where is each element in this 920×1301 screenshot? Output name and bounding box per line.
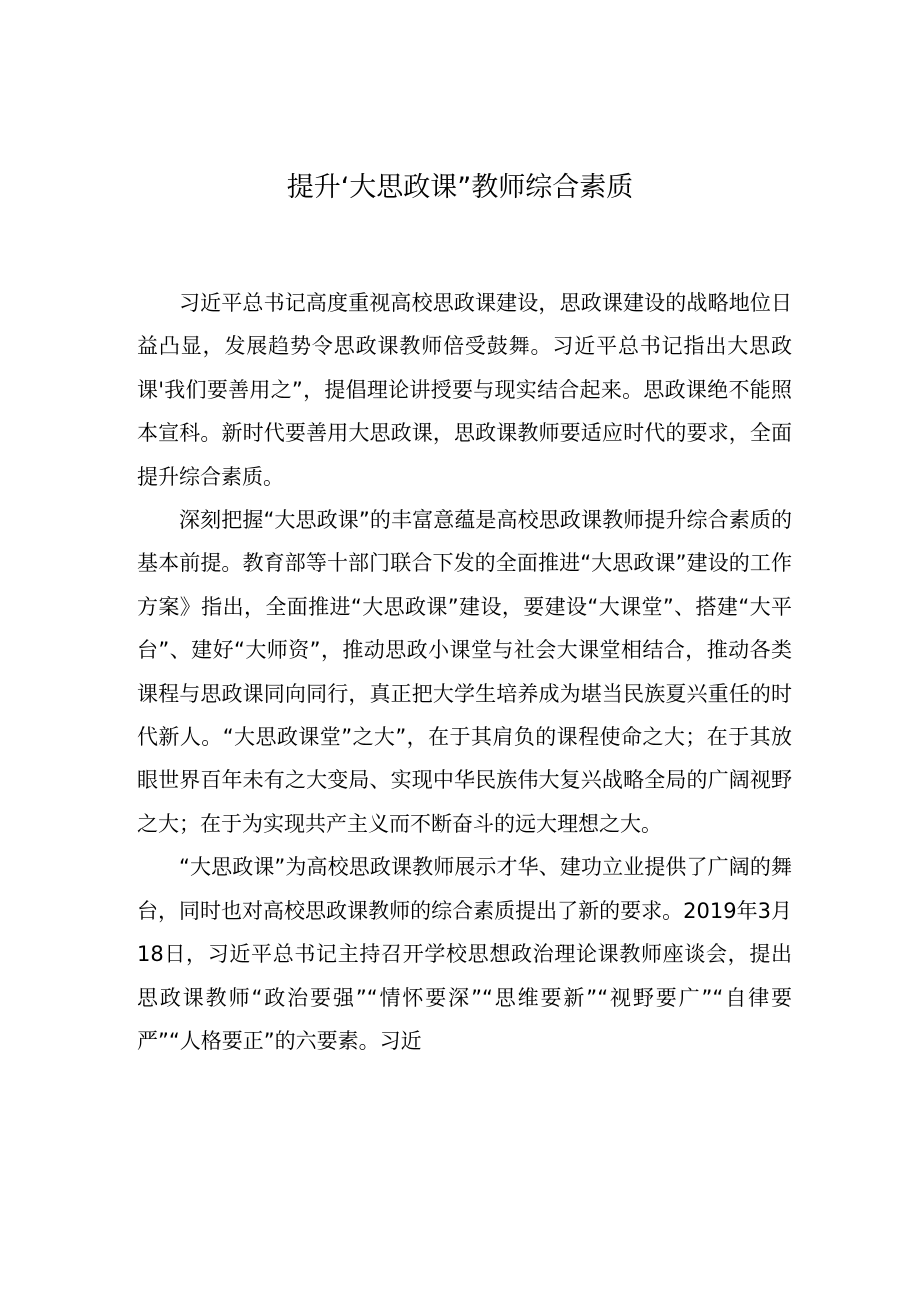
document-body bbox=[137, 282, 792, 1063]
paragraph-2: 深刻把握“大思政课”的丰富意蕴是高校思政课教师提升综合素质的基本前提。教育部等十部门联合下发的全面推进“大思政课”建设的工作方案》指出，全面推进“大思政课”建设，要建设“大课堂”、搭建“大平台”、建好“大师资”，推动思政小课堂与社会大课堂相结合，推动各类课程与思政课同向同行，真正把大学生培养成为堪当民族夏兴重任的时代新人。“大思政课堂”之大”，在于其肩负的课程使命之大；在于其放眼世界百年未有之大变局、实现中华民族伟大复兴战略全局的广阔视野之大；在于为实现共产主义而不断奋斗的远大理想之大。 bbox=[137, 508, 792, 836]
paragraph-3: “大思政课”为高校思政课教师展示才华、建功立业提供了广阔的舞台，同时也对高校思政课教师的综合素质提出了新的要求。2019年3月18日，习近平总书记主持召开学校思想政治理论课教师座谈会，提出思政课教师“政治要强”“情怀要深”“思维要新”“视野要广”“自律要严”“人格要正”的六要素。习近 bbox=[137, 855, 792, 1053]
document-title: 提升‘大思政课”教师综合素质 bbox=[286, 172, 634, 203]
paragraph-1: 习近平总书记高度重视高校思政课建设，思政课建设的战略地位日益凸显，发展趋势令思政课教师倍受鼓舞。习近平总书记指出大思政课'我们要善用之”，提倡理论讲授要与现实结合起来。思政课绝不能照本宣科。新时代要善用大思政课，思政课教师要适应时代的要求，全面提升综合素质。 bbox=[137, 291, 792, 489]
